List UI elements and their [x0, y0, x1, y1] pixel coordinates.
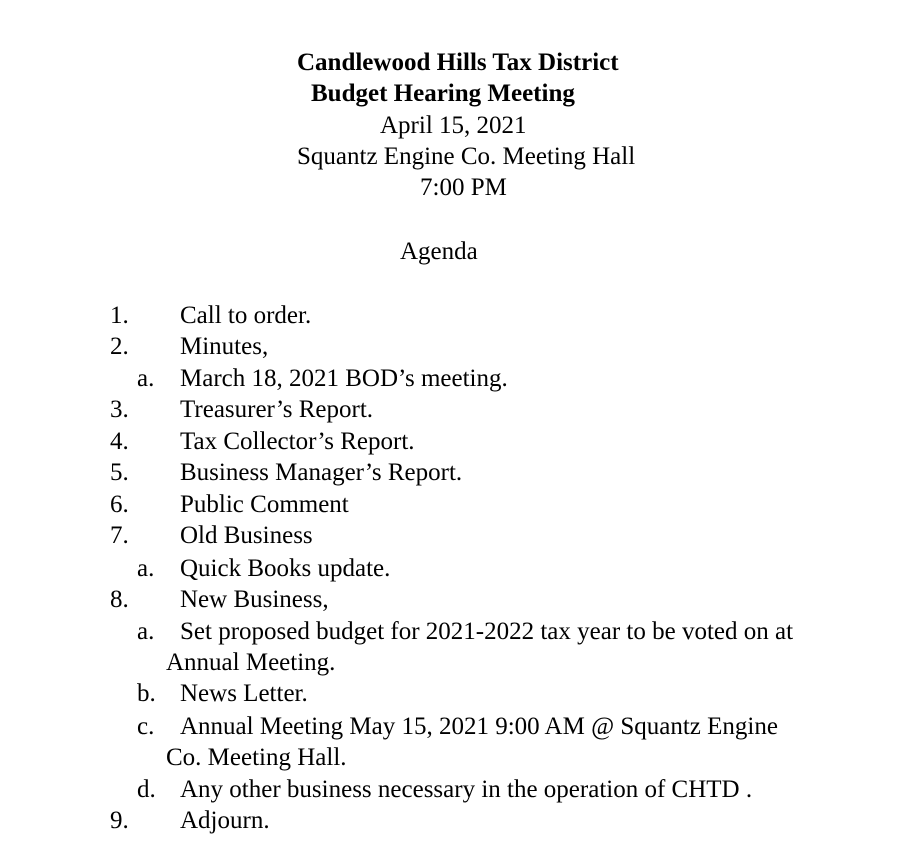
- subitem-text: Annual Meeting May 15, 2021 9:00 AM @ Squantz Engine: [180, 713, 778, 740]
- item-number: 4.: [110, 428, 129, 455]
- item-number: 3.: [110, 396, 129, 423]
- item-number: 6.: [110, 491, 129, 518]
- agenda-heading: Agenda: [400, 238, 478, 265]
- item-text: New Business,: [180, 586, 329, 613]
- subitem-text: Any other business necessary in the operation of CHTD .: [180, 776, 753, 803]
- item-text: Call to order.: [180, 302, 312, 329]
- subitem-letter: a.: [137, 618, 155, 645]
- item-number: 7.: [110, 522, 129, 549]
- subitem-text: Annual Meeting.: [166, 649, 336, 676]
- item-number: 5.: [110, 459, 129, 486]
- item-text: Public Comment: [180, 491, 349, 518]
- meeting-location: Squantz Engine Co. Meeting Hall: [297, 143, 636, 170]
- subitem-text: Quick Books update.: [180, 555, 391, 582]
- org-name: Candlewood Hills Tax District: [297, 49, 619, 76]
- item-text: Minutes,: [180, 333, 269, 360]
- meeting-time: 7:00 PM: [420, 174, 507, 201]
- subitem-text: March 18, 2021 BOD’s meeting.: [180, 365, 508, 392]
- meeting-title: Budget Hearing Meeting: [311, 80, 575, 107]
- item-number: 8.: [110, 586, 129, 613]
- subitem-text: Co. Meeting Hall.: [166, 744, 347, 771]
- subitem-letter: a.: [137, 365, 155, 392]
- item-text: Treasurer’s Report.: [180, 396, 374, 423]
- item-text: Tax Collector’s Report.: [180, 428, 415, 455]
- item-text: Business Manager’s Report.: [180, 459, 463, 486]
- item-text: Old Business: [180, 522, 313, 549]
- subitem-letter: d.: [137, 776, 156, 803]
- item-number: 2.: [110, 333, 129, 360]
- item-number: 9.: [110, 807, 129, 834]
- meeting-date: April 15, 2021: [380, 112, 527, 139]
- subitem-text: News Letter.: [180, 680, 308, 707]
- subitem-letter: a.: [137, 555, 155, 582]
- subitem-letter: c.: [137, 713, 155, 740]
- item-text: Adjourn.: [180, 807, 270, 834]
- subitem-letter: b.: [137, 680, 156, 707]
- item-number: 1.: [110, 302, 129, 329]
- subitem-text: Set proposed budget for 2021-2022 tax year to be voted on at: [180, 618, 794, 645]
